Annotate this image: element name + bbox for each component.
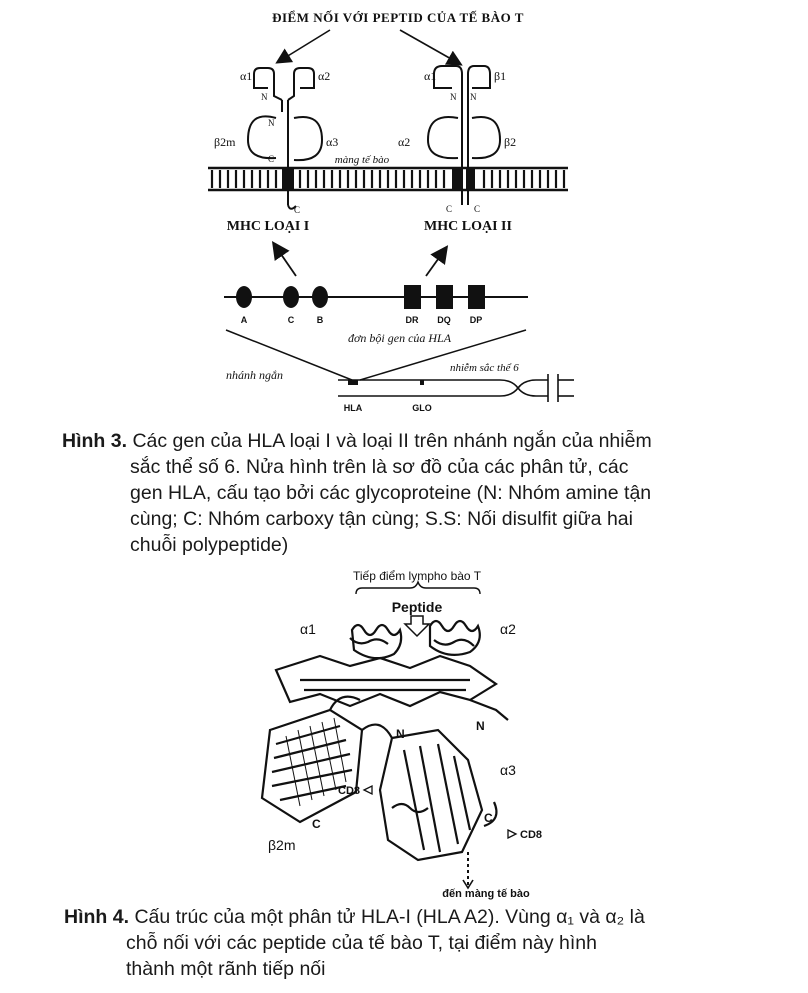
svg-text:CD8: CD8 <box>338 785 361 797</box>
caption-line: cùng; C: Nhóm carboxy tận cùng; S.S: Nối disulfit giữa hai <box>130 508 633 530</box>
caption-title: Hình 3. <box>62 430 128 452</box>
svg-text:α2: α2 <box>500 621 516 637</box>
mhc-class-2-label: MHC LOẠI II <box>424 219 512 234</box>
mhc-class-1-label: MHC LOẠI I <box>226 219 310 234</box>
figure4-caption <box>64 904 764 982</box>
peptide-label: Peptide <box>391 599 443 615</box>
svg-text:DR: DR <box>405 315 419 325</box>
peptide-contact-label: ĐIỂM NỐI VỚI PEPTID CỦA TẾ BÀO T <box>272 10 524 25</box>
svg-text:HLA: HLA <box>343 403 363 413</box>
caption-line: Hình 3. Các gen của HLA loại I và loại II trên nhánh ngắn của nhiễm <box>62 430 652 452</box>
svg-text:α1: α1 <box>240 69 253 83</box>
svg-text:α1: α1 <box>424 69 437 83</box>
svg-text:A: A <box>240 315 248 325</box>
svg-text:C: C <box>294 205 301 215</box>
caption-line: chuỗi polypeptide) <box>130 534 289 556</box>
svg-text:N: N <box>268 118 275 128</box>
caption-line: sắc thể số 6. Nửa hình trên là sơ đồ của các phân tử, các <box>130 456 629 478</box>
svg-text:B: B <box>316 315 324 325</box>
caption-title: Hình 4. <box>64 906 130 928</box>
svg-text:C: C <box>312 817 321 831</box>
caption-line: chỗ nối với các peptide của tế bào T, tại điểm này hình <box>126 932 597 954</box>
svg-text:C: C <box>484 811 493 825</box>
svg-text:α1: α1 <box>300 621 316 637</box>
svg-text:C: C <box>268 154 275 164</box>
gene-map-label: đơn bội gen của HLA <box>348 331 452 345</box>
svg-text:N: N <box>470 92 477 102</box>
hla-a2-ribbon-structure <box>262 621 508 860</box>
hla-gene-map <box>224 285 528 309</box>
svg-text:α3: α3 <box>500 762 516 778</box>
figure3-diagram <box>0 0 808 430</box>
svg-text:C: C <box>287 315 295 325</box>
svg-text:DQ: DQ <box>437 315 451 325</box>
svg-text:α2: α2 <box>318 69 331 83</box>
svg-text:C: C <box>474 204 481 214</box>
svg-text:β1: β1 <box>494 69 507 83</box>
peptide-arrow-icon <box>405 616 429 636</box>
svg-text:β2: β2 <box>504 135 517 149</box>
svg-text:GLO: GLO <box>412 403 432 413</box>
svg-text:α3: α3 <box>326 135 339 149</box>
figure4-diagram <box>0 560 808 900</box>
arrow-to-mhc1 <box>278 30 330 62</box>
svg-text:nhánh ngắn: nhánh ngắn <box>226 368 283 382</box>
to-membrane-label: đến màng tế bào <box>442 888 530 900</box>
arrow-to-mhc2 <box>400 30 460 64</box>
svg-text:N: N <box>450 92 457 102</box>
svg-text:β2m: β2m <box>214 135 236 149</box>
svg-text:DP: DP <box>469 315 483 325</box>
svg-text:β2m: β2m <box>268 837 296 853</box>
svg-text:nhiễm sắc thể 6: nhiễm sắc thể 6 <box>450 362 519 374</box>
cell-membrane <box>208 168 568 190</box>
caption-line: Hình 4. Cấu trúc của một phân tử HLA-I (HLA A2). Vùng α₁ và α₂ là <box>64 906 645 928</box>
caption-line: gen HLA, cấu tạo bởi các glycoproteine (N: Nhóm amine tận <box>130 482 652 504</box>
mhc-class-2-molecule <box>428 66 500 205</box>
caption-line: thành một rãnh tiếp nối <box>126 958 326 980</box>
svg-text:CD8: CD8 <box>520 829 543 841</box>
svg-text:C: C <box>446 204 453 214</box>
svg-text:N: N <box>476 719 485 733</box>
svg-text:α2: α2 <box>398 135 411 149</box>
svg-text:N: N <box>261 92 268 102</box>
svg-text:N: N <box>396 727 405 741</box>
chromosome-6 <box>338 374 574 402</box>
figure3-caption <box>62 428 762 558</box>
membrane-label: màng tế bào <box>334 154 390 166</box>
t-cell-contact-label: Tiếp điểm lympho bào T <box>352 569 482 583</box>
